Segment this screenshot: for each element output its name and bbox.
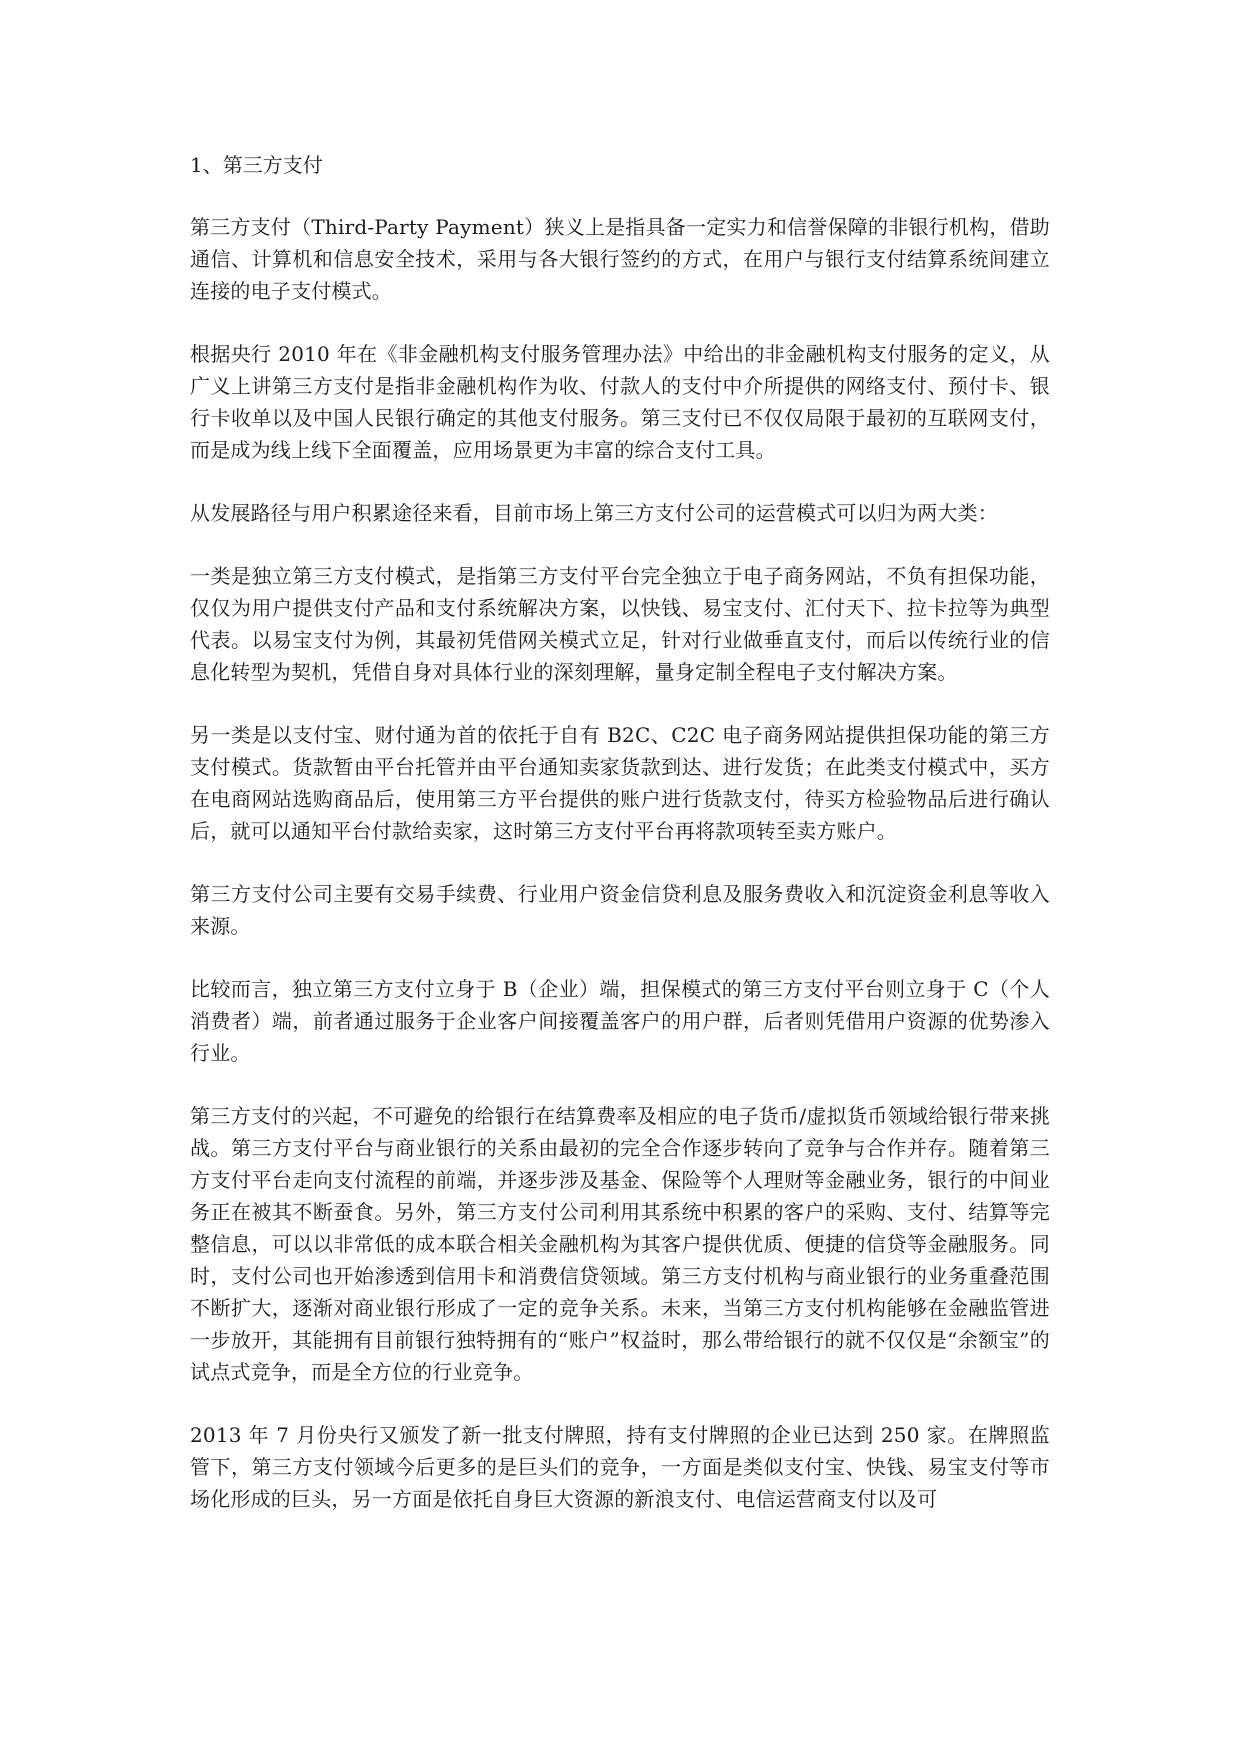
paragraph-guarantee-model: 另一类是以支付宝、财付通为首的依托于自有 B2C、C2C 电子商务网站提供担保功能的第三方支付模式。货款暂由平台托管并由平台通知卖家货款到达、进行发货；在此类支付模式中，买方在电商网站选购商品后，使用第三方平台提供的账户进行货款支付，待买方检验物品后进行确认后，就可以通知平台付款给卖家，这时第三方支付平台再将款项转至卖方账户。 (190, 723, 1050, 843)
paragraph-operating-models-intro: 从发展路径与用户积累途径来看，目前市场上第三方支付公司的运营模式可以归为两大类： (190, 501, 998, 525)
paragraph-definition-narrow: 第三方支付（Third-Party Payment）狭义上是指具备一定实力和信誉保障的非银行机构，借助通信、计算机和信息安全技术，采用与各大银行签约的方式，在用户与银行支付结算系统间建立连接的电子支付模式。 (190, 215, 1050, 303)
section-heading: 1、第三方支付 (190, 153, 323, 177)
document-page (190, 150, 1050, 1546)
paragraph-bank-competition: 第三方支付的兴起，不可避免的给银行在结算费率及相应的电子货币/虚拟货币领域给银行带来挑战。第三方支付平台与商业银行的关系由最初的完全合作逐步转向了竞争与合作并存。随着第三方支付平台走向支付流程的前端，并逐步涉及基金、保险等个人理财等金融业务，银行的中间业务正在被其不断蚕食。另外，第三方支付公司利用其系统中积累的客户的采购、支付、结算等完整信息，可以以非常低的成本联合相关金融机构为其客户提供优质、便捷的信贷等金融服务。同时，支付公司也开始渗透到信用卡和消费信贷领域。第三方支付机构与商业银行的业务重叠范围不断扩大，逐渐对商业银行形成了一定的竞争关系。未来，当第三方支付机构能够在金融监管进一步放开，其能拥有目前银行独特拥有的“账户”权益时，那么带给银行的就不仅仅是“余额宝”的试点式竞争，而是全方位的行业竞争。 (190, 1104, 1050, 1384)
paragraph-licenses-2013: 2013 年 7 月份央行又颁发了新一批支付牌照，持有支付牌照的企业已达到 250 家。在牌照监管下，第三方支付领域今后更多的是巨头们的竞争，一方面是类似支付宝、快钱、易宝支付等市场化形成的巨头，另一方面是依托自身巨大资源的新浪支付、电信运营商支付以及可 (190, 1423, 1050, 1511)
paragraph-revenue-sources: 第三方支付公司主要有交易手续费、行业用户资金信贷利息及服务费收入和沉淀资金利息等收入来源。 (190, 882, 1050, 938)
paragraph-independent-model: 一类是独立第三方支付模式，是指第三方支付平台完全独立于电子商务网站，不负有担保功能，仅仅为用户提供支付产品和支付系统解决方案，以快钱、易宝支付、汇付天下、拉卡拉等为典型代表。以易宝支付为例，其最初凭借网关模式立足，针对行业做垂直支付，而后以传统行业的信息化转型为契机，凭借自身对具体行业的深刻理解，量身定制全程电子支付解决方案。 (190, 564, 1050, 684)
paragraph-definition-broad: 根据央行 2010 年在《非金融机构支付服务管理办法》中给出的非金融机构支付服务的定义，从广义上讲第三方支付是指非金融机构作为收、付款人的支付中介所提供的网络支付、预付卡、银行卡收单以及中国人民银行确定的其他支付服务。第三支付已不仅仅局限于最初的互联网支付，而是成为线上线下全面覆盖，应用场景更为丰富的综合支付工具。 (190, 342, 1050, 462)
paragraph-comparison: 比较而言，独立第三方支付立身于 B（企业）端，担保模式的第三方支付平台则立身于 C（个人消费者）端，前者通过服务于企业客户间接覆盖客户的用户群，后者则凭借用户资源的优势渗入行业。 (190, 977, 1050, 1065)
